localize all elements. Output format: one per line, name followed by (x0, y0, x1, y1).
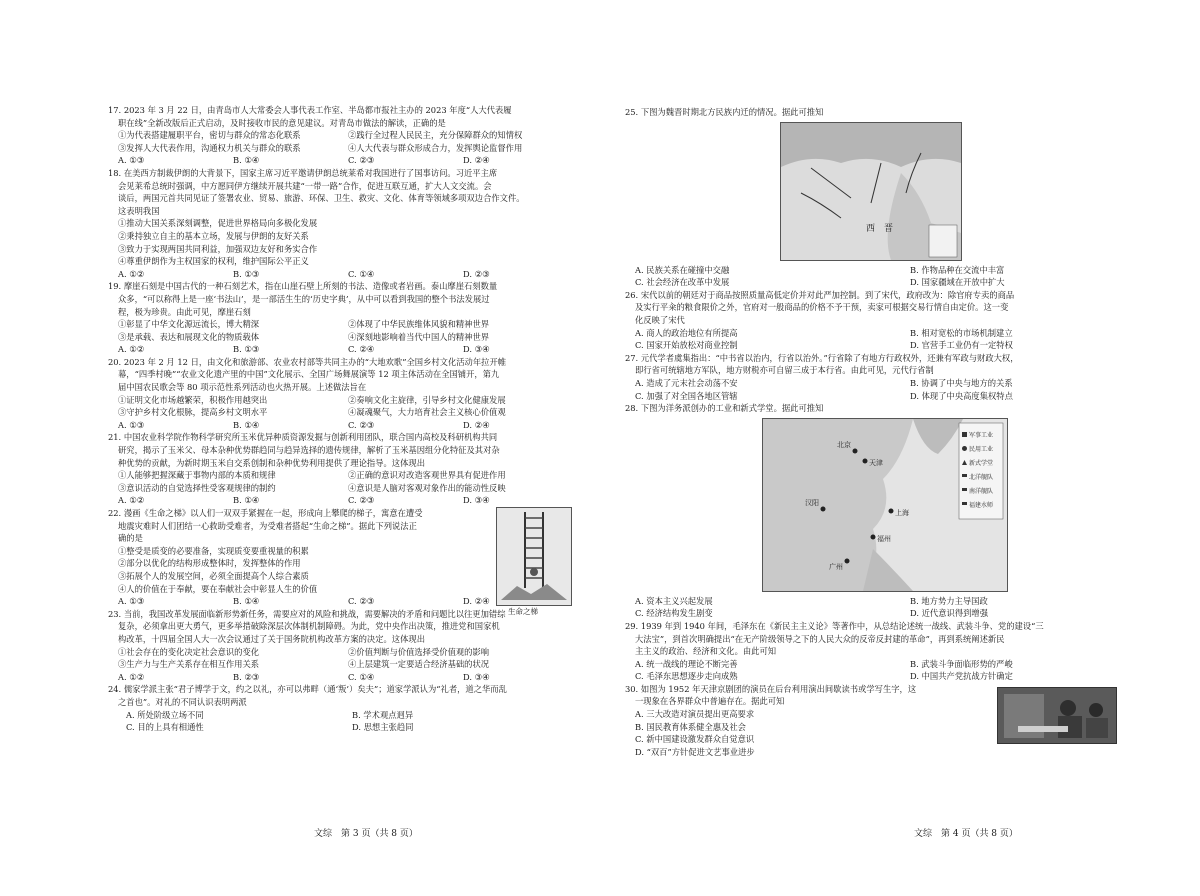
q17-stem-line: 职在线”全新改版后正式启动，及时接收市民的意见建议。对青岛市做法的解读，正确的是 (118, 117, 446, 128)
q30-option-b: B. 国民教育体系健全惠及社会 (635, 721, 746, 732)
q25-option-b: B. 作物品种在交流中丰富 (910, 264, 1005, 275)
q21-option-c: C. ②③ (348, 495, 375, 506)
q18-item: ②秉持独立自主的基本立场，发展与伊朗的友好关系 (118, 230, 309, 241)
q27-option-a: A. 造成了元末社会动荡不安 (635, 377, 738, 388)
q22-stem-line: 地震灾难时人们团结一心救助受难者，为受难者搭起“生命之梯”。据此下列说法正 (118, 520, 417, 531)
q23-stem-line: 构改革，十四届全国人大一次会议通过了关于国务院机构改革方案的决定。这体现出 (118, 633, 425, 644)
q18-item: ④尊重伊朗作为主权国家的权利，维护国际公平正义 (118, 256, 309, 267)
q24-option-c: C. 目的上具有相通性 (126, 722, 204, 733)
question-24 (108, 683, 578, 733)
westernization-industry-map (762, 418, 1008, 592)
q25-stem: 25. 下图为魏晋时期北方民族内迁的情况。据此可推知 (625, 107, 824, 117)
q20-option-a: A. ①③ (118, 419, 145, 430)
q17-stem-line: 17. 2023 年 3 月 22 日，由青岛市人大常委会人事代表工作室、半岛都市报社主办的 2023 年度“人大代表履 (108, 105, 512, 115)
page-footer: 文综 第 3 页（共 8 页） (314, 829, 418, 839)
q17-option-a: A. ①③ (118, 155, 145, 166)
q19-item: ④深刻地影响着当代中国人的精神世界 (348, 331, 490, 342)
q18-item: ①推动大国关系深刻调整，促进世界格局向多极化发展 (118, 218, 318, 229)
legend-new-school: 新式学堂 (969, 459, 994, 467)
q21-item: ③意识活动的自觉选择性受客观规律的制约 (118, 482, 276, 493)
q22-item: ①整受是质变的必要准备，实现质变要重视量的积累 (118, 545, 309, 556)
q22-item: ③拓展个人的发展空间，必须全面提高个人综合素质 (118, 570, 309, 581)
q20-option-b: B. ①④ (233, 419, 260, 430)
q23-option-b: B. ②③ (233, 671, 260, 682)
q18-option-d: D. ②③ (463, 268, 490, 279)
question-21 (108, 431, 578, 507)
q26-stem-line: 26. 宋代以前的朝廷对于商品按照质量高低定价并对此严加控制。到了宋代，政府改为：除官府专卖的商品 (625, 289, 1015, 300)
q27-stem-line: 即行省可统辖地方军队，地方财税亦可自留三成于本行省。由此可见，元代行省制 (635, 365, 934, 376)
q25-option-a: A. 民族关系在碰撞中交融 (635, 264, 730, 275)
question-17 (108, 104, 578, 167)
q26-stem-line: 及实行平籴的粮食限价之外，官府对一般商品的价格不予干预，卖家可根据交易行情自由定价。这一变 (635, 302, 1009, 313)
question-25 (625, 106, 1185, 289)
q21-stem-line: 21. 中国农业科学院作物科学研究所玉米优异种质资源发掘与创新利用团队，联合国内高校及科研机构共同 (108, 432, 498, 443)
q24-option-d: D. 思想主张趋同 (352, 722, 414, 733)
q28-option-d: D. 近代意识得到增强 (910, 608, 989, 619)
q26-option-c: C. 国家开始放松对商业控制 (635, 340, 738, 351)
q27-option-d: D. 体现了中央高度集权特点 (910, 390, 1013, 401)
q24-stem-line: 之首也”。对礼的不同认识表明两派 (118, 696, 247, 707)
legend-military-industry: 军事工业 (969, 431, 994, 439)
q20-stem-line: 幕，“四季村晚”“农业文化遗产里的中国”文化展示、全国广场舞展演等 12 项主体活动在全国铺开，第九 (118, 369, 500, 380)
q19-option-a: A. ①② (118, 344, 145, 355)
map-place-guangzhou: 广州 (829, 562, 843, 571)
q18-stem-line: 18. 在美西方制裁伊朗的大背景下，国家主席习近平邀请伊朗总统莱希对我国进行了国事访问。习近平主席 (108, 167, 498, 178)
map-place-hanyang: 汉阳 (805, 498, 819, 507)
q21-item: ②正确的意识对改造客观世界具有促进作用 (348, 470, 506, 481)
exam-page-4 (600, 0, 1200, 896)
question-19 (108, 280, 578, 356)
q29-stem-line: 大法宝”，到首次明确提出“在无产阶级领导之下的人民大众的反帝反封建的革命”，再到系统阐述新民 (635, 633, 1005, 644)
q28-option-a: A. 资本主义兴起发展 (635, 595, 713, 606)
q23-option-d: D. ③④ (463, 671, 490, 682)
q18-option-c: C. ①④ (348, 268, 375, 279)
q17-item: ②践行全过程人民民主，充分保障群众的知情权 (348, 130, 523, 141)
cartoon-caption: 生命之梯 (508, 607, 538, 616)
q18-option-b: B. ①③ (233, 268, 260, 279)
q29-stem-line: 29. 1939 年到 1940 年间，毛泽东在《新民主主义论》等著作中，从总结论述统一战线、武装斗争、党的建设“三 (625, 620, 1044, 631)
map-place-shanghai: 上海 (895, 508, 909, 517)
q30-stem-line: 30. 如图为 1952 年天津京剧团的演员在后台利用演出间歇读书或学写生字，这 (625, 683, 917, 694)
q30-option-c: C. 新中国建设激发群众自觉意识 (635, 734, 755, 745)
q28-option-b: B. 地方势力主导国政 (910, 595, 988, 606)
legend-fujian-fleet: 福建水师 (969, 501, 994, 509)
q29-stem-line: 主主义的政治、经济和文化。由此可知 (635, 646, 777, 657)
question-26 (625, 289, 1185, 352)
q19-item: ②体现了中华民族维体风貌和精神世界 (348, 319, 490, 330)
q24-option-a: A. 所处阶级立场不同 (126, 709, 204, 720)
q18-stem-line: 这表明我国 (118, 205, 160, 216)
q21-option-a: A. ①② (118, 495, 145, 506)
map-place-beijing: 北京 (837, 440, 851, 449)
q26-option-b: B. 相对宽松的市场机制建立 (910, 327, 1013, 338)
question-23 (108, 608, 578, 684)
q20-item: ①证明文化市场越繁荣，积极作用越突出 (118, 394, 268, 405)
legend-civil-industry: 民用工业 (969, 445, 994, 453)
q29-option-b: B. 武装斗争面临形势的严峻 (910, 658, 1013, 669)
q18-item: ③致力于实现两国共同利益，加强双边友好和务实合作 (118, 243, 318, 254)
q30-option-a: A. 三大改造对演员提出更高要求 (635, 709, 755, 720)
question-27 (625, 352, 1185, 402)
q19-item: ①彰显了中华文化源远流长，博大精深 (118, 319, 260, 330)
page-footer: 文综 第 4 页（共 8 页） (914, 829, 1018, 839)
q30-option-d: D. “双百”方针促进文艺事业进步 (635, 746, 755, 757)
q26-stem-line: 化反映了宋代 (635, 314, 685, 325)
q17-item: ①为代表搭建履职平台，密切与群众的常态化联系 (118, 130, 301, 141)
question-18 (108, 167, 578, 280)
q20-item: ③守护乡村文化根脉，提高乡村文明水平 (118, 407, 268, 418)
q29-option-a: A. 统一战线的理论不断完善 (635, 658, 738, 669)
q23-option-c: C. ①④ (348, 671, 375, 682)
q17-option-c: C. ②③ (348, 155, 375, 166)
q22-option-d: D. ②④ (463, 596, 490, 607)
q20-stem-line: 20. 2023 年 2 月 12 日，由文化和旅游部、农业农村部等共同主办的“大地欢歌”全国乡村文化活动年拉开帷 (108, 356, 507, 367)
question-30 (625, 683, 1185, 759)
q22-option-a: A. ①③ (118, 596, 145, 607)
q28-option-c: C. 经济结构发生剧变 (635, 608, 713, 619)
q24-stem-line: 24. 儒家学派主张“君子博学于文，约之以礼，亦可以弗畔（通‘叛’）矣夫”；道家学派认为“礼者，道之华而乱 (108, 684, 507, 695)
question-column-right (625, 106, 1185, 758)
q25-option-d: D. 国家疆域在开放中扩大 (910, 277, 1005, 288)
q18-stem-line: 谈后，两国元首共同见证了签署农业、贸易、旅游、环保、卫生、救灾、文化、体育等领域多项双边合作文件。 (118, 193, 525, 204)
q27-stem-line: 27. 元代学者虞集指出：“中书省以治内，行省以治外。”行省除了有地方行政权外，还兼有军政与财政大权， (625, 352, 1019, 363)
q21-option-d: D. ③④ (463, 495, 490, 506)
map-place-tianjin: 天津 (869, 458, 883, 467)
q22-item: ④人的价值在于奉献，要在奉献社会中彰显人生的价值 (118, 583, 318, 594)
question-28 (625, 402, 1185, 620)
q21-option-b: B. ①④ (233, 495, 260, 506)
q23-option-a: A. ①② (118, 671, 145, 682)
q19-stem-line: 众多，“可以称得上是一座‘书法山’，是一部活生生的‘历史字典’，从中可以看到我国的整个书法发展过 (118, 293, 490, 304)
q23-stem-line: 23. 当前，我国改革发展面临新形势新任务，需要应对的风险和挑战，需要解决的矛盾和问题比以往更加错综 (108, 608, 506, 619)
q29-option-d: D. 中国共产党抗战方针确定 (910, 671, 1013, 682)
q17-option-b: B. ①④ (233, 155, 260, 166)
q17-option-d: D. ②④ (463, 155, 490, 166)
q19-option-c: C. ②④ (348, 344, 375, 355)
q21-stem-line: 种优势的贡献，为新时期玉米自交系创制和杂种优势利用提供了理论指导。这体现出 (118, 457, 425, 468)
life-ladder-cartoon (496, 507, 572, 606)
q20-item: ②奏响文化主旋律，引导乡村文化健康发展 (348, 394, 506, 405)
q20-item: ④凝魂聚气，大力培育社会主义核心价值观 (348, 407, 506, 418)
q26-option-d: D. 官营手工业仍有一定特权 (910, 340, 1013, 351)
q19-stem-line: 程，极为珍贵。由此可见，摩崖石刻 (118, 306, 251, 317)
q19-stem-line: 19. 摩崖石刻是中国古代的一种石刻艺术，指在山崖石壁上所刻的书法、造像或者岩画。泰山摩崖石刻数量 (108, 281, 498, 292)
q20-option-d: D. ②④ (463, 419, 490, 430)
q21-item: ④意识是人脑对客观对象作出的能动性反映 (348, 482, 506, 493)
question-29 (625, 620, 1185, 683)
question-20 (108, 356, 578, 432)
q17-item: ④人大代表与群众形成合力，发挥舆论监督作用 (348, 142, 523, 153)
q21-stem-line: 研究，揭示了玉米父、母本杂种优势群趋同与趋异选择的遗传规律，解析了玉米基因组分化特征及其对杂 (118, 445, 500, 456)
q25-option-c: C. 社会经济在改革中发展 (635, 277, 730, 288)
q17-item: ③发挥人大代表作用，沟通权力机关与群众的联系 (118, 142, 301, 153)
q20-stem-line: 届中国农民歌会等 80 项示范性系列活动也火热开展。上述做法旨在 (118, 382, 367, 393)
q21-item: ①人能够把握深藏于事物内部的本质和规律 (118, 470, 276, 481)
northern-migration-map (780, 122, 962, 261)
q27-option-b: B. 协调了中央与地方的关系 (910, 377, 1013, 388)
q18-stem-line: 会见莱希总统时强调，中方愿同伊方继续开展共建“一带一路”合作，促进互联互通，扩大人文交流。会 (118, 180, 492, 191)
q30-stem-line: 一现象在各界群众中普遍存在。据此可知 (635, 696, 785, 707)
opera-troupe-photo (997, 687, 1117, 744)
q18-option-a: A. ①② (118, 268, 145, 279)
q27-option-c: C. 加强了对全国各地区管辖 (635, 390, 738, 401)
q23-item: ①社会存在的变化决定社会意识的变化 (118, 646, 260, 657)
q19-option-d: D. ③④ (463, 344, 490, 355)
map-place-fuzhou: 福州 (877, 534, 891, 543)
q23-stem-line: 复杂，必须拿出更大勇气，更多举措破除深层次体制机制障碍。为此，党中央作出决策，推进党和国家机 (118, 621, 500, 632)
map-label-western-jin: 西 晋 (866, 223, 894, 234)
q22-stem-line: 确的是 (118, 533, 143, 544)
q24-option-b: B. 学术观点迥异 (352, 709, 414, 720)
q23-item: ③生产力与生产关系存在相互作用关系 (118, 659, 260, 670)
q29-option-c: C. 毛泽东思想逐步走向成熟 (635, 671, 738, 682)
legend-nanyang-fleet: 南洋舰队 (969, 487, 994, 495)
question-column-left (108, 104, 578, 734)
q19-option-b: B. ①③ (233, 344, 260, 355)
q22-option-c: C. ②③ (348, 596, 375, 607)
q26-option-a: A. 商人的政治地位有所提高 (635, 327, 738, 338)
q19-item: ③是承载、表达和展现文化的物质载体 (118, 331, 260, 342)
q23-item: ②价值判断与价值选择受价值观的影响 (348, 646, 490, 657)
q28-stem: 28. 下图为洋务派创办的工业和新式学堂。据此可推知 (625, 403, 824, 414)
q20-option-c: C. ②③ (348, 419, 375, 430)
q22-item: ②部分以优化的结构形成整体时，发挥整体的作用 (118, 558, 301, 569)
q23-item: ④上层建筑一定要适合经济基础的状况 (348, 659, 490, 670)
legend-beiyang-fleet: 北洋舰队 (969, 473, 994, 481)
q22-option-b: B. ①④ (233, 596, 260, 607)
q22-stem-line: 22. 漫画《生命之梯》以人们一双双手紧握在一起，形成向上攀爬的梯子，寓意在遭受 (108, 508, 423, 518)
